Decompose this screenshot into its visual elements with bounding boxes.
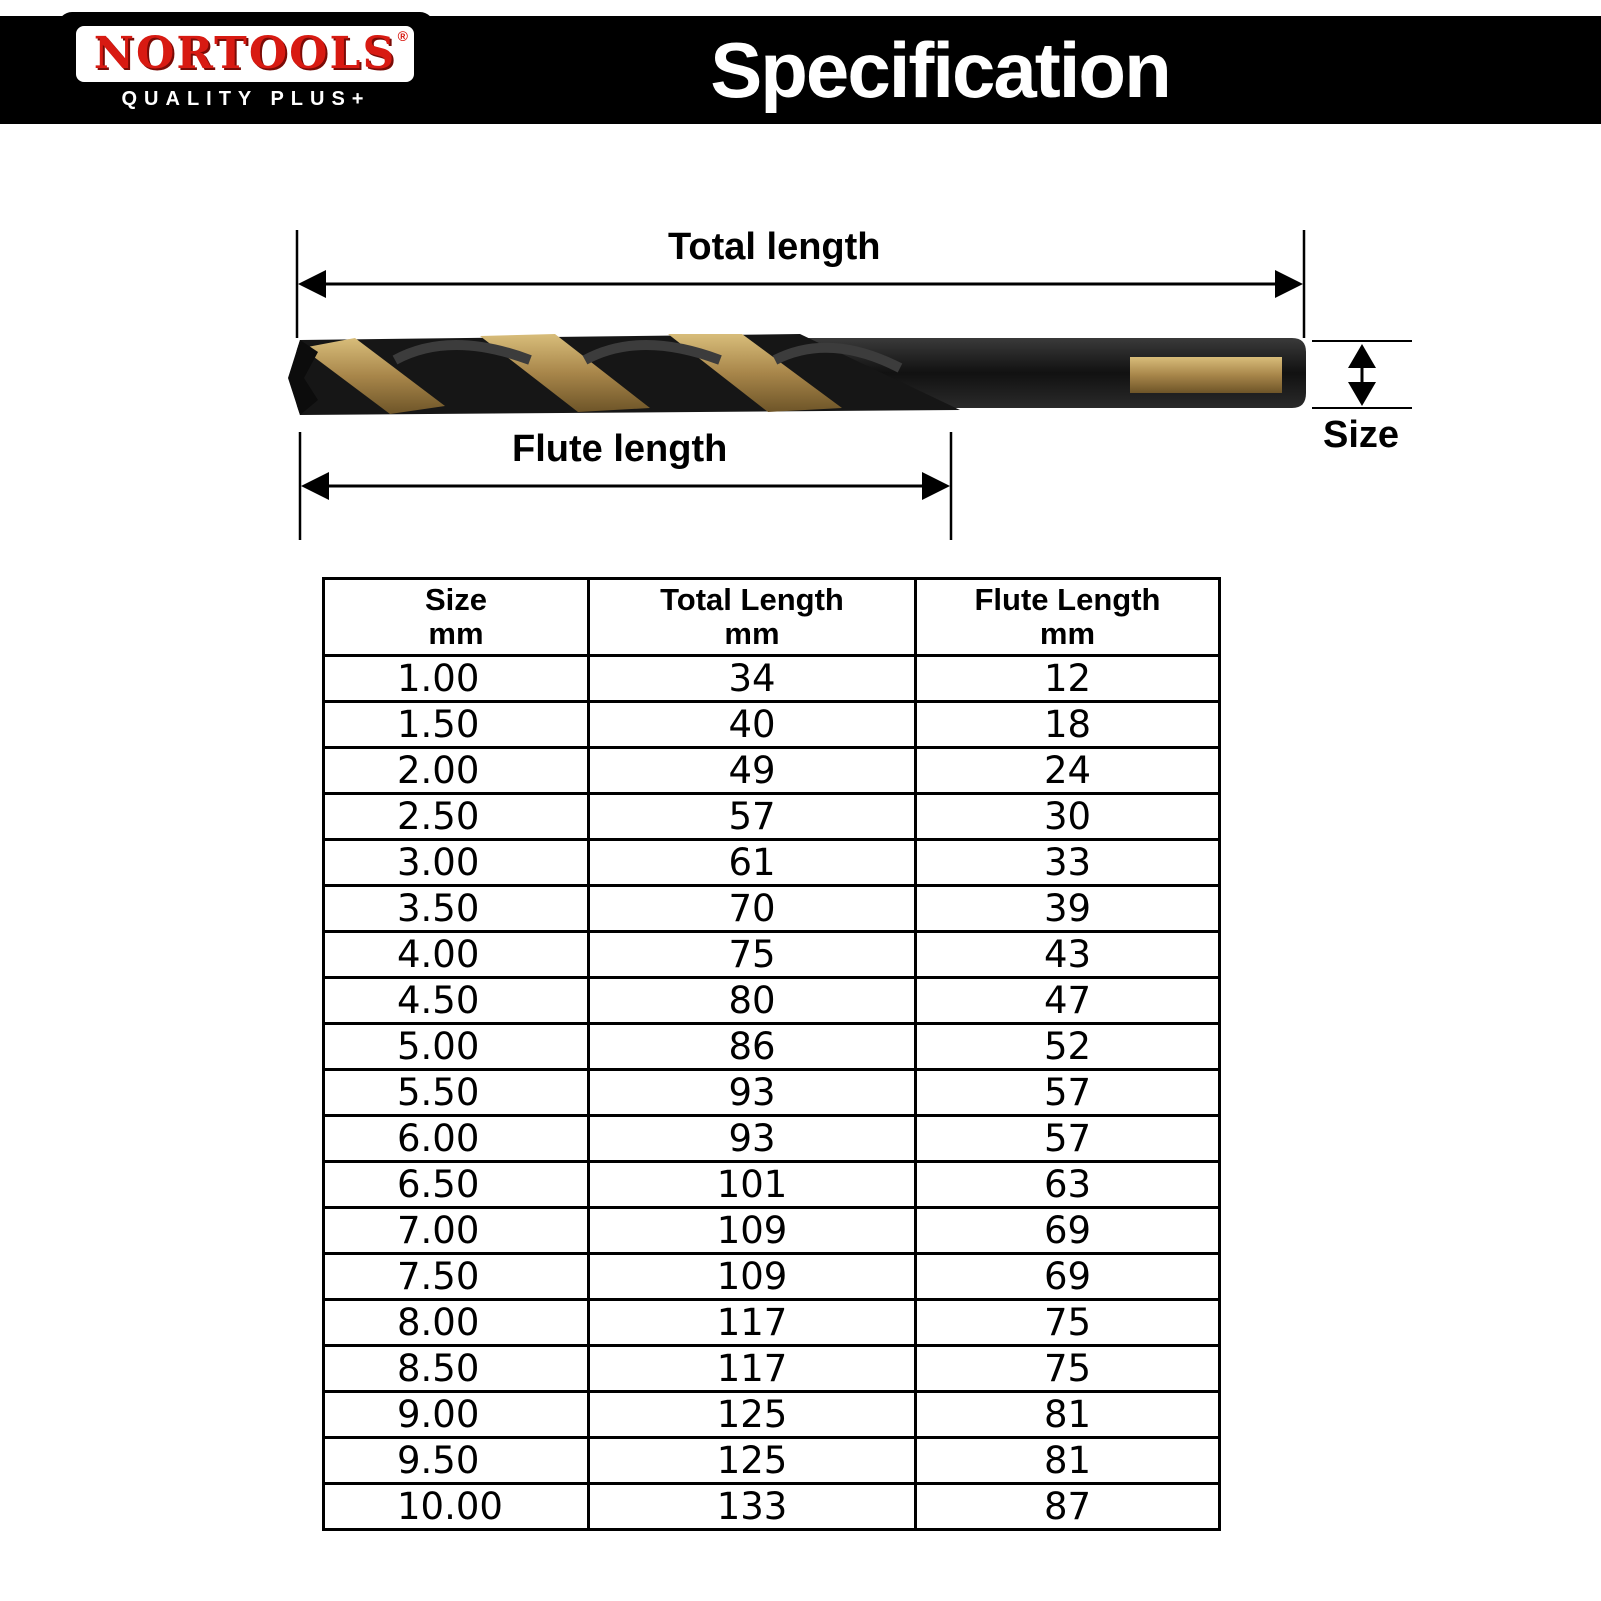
cell-total-length: 93 xyxy=(589,1116,916,1162)
table-header-row xyxy=(324,579,1220,656)
cell-size: 6.50 xyxy=(324,1162,589,1208)
cell-flute-length: 87 xyxy=(916,1484,1220,1530)
total-length-label: Total length xyxy=(668,226,881,268)
table-row xyxy=(324,1024,1220,1070)
cell-flute-length: 57 xyxy=(916,1116,1220,1162)
cell-size: 9.00 xyxy=(324,1392,589,1438)
cell-flute-length: 69 xyxy=(916,1208,1220,1254)
flute-length-label: Flute length xyxy=(512,428,728,470)
arrow-up-icon xyxy=(1348,344,1376,368)
cell-size: 5.00 xyxy=(324,1024,589,1070)
cell-total-length: 117 xyxy=(589,1300,916,1346)
cell-total-length: 57 xyxy=(589,794,916,840)
cell-size: 8.00 xyxy=(324,1300,589,1346)
cell-total-length: 75 xyxy=(589,932,916,978)
cell-total-length: 86 xyxy=(589,1024,916,1070)
column-header-unit: mm xyxy=(1039,616,1096,651)
cell-size: 5.50 xyxy=(324,1070,589,1116)
brand-name: NORTOOLS xyxy=(93,28,397,79)
cell-total-length: 80 xyxy=(589,978,916,1024)
table-row xyxy=(324,794,1220,840)
cell-flute-length: 30 xyxy=(916,794,1220,840)
column-header-name: Size xyxy=(424,582,488,617)
cell-total-length: 49 xyxy=(589,748,916,794)
arrow-right-icon xyxy=(922,472,950,500)
shank-flat xyxy=(1130,357,1282,393)
table-row xyxy=(324,1162,1220,1208)
cell-flute-length: 24 xyxy=(916,748,1220,794)
table-row xyxy=(324,886,1220,932)
cell-size: 10.00 xyxy=(324,1484,589,1530)
table-row xyxy=(324,1254,1220,1300)
cell-flute-length: 33 xyxy=(916,840,1220,886)
table-row xyxy=(324,1438,1220,1484)
drill-bit-body xyxy=(288,334,1306,415)
cell-total-length: 70 xyxy=(589,886,916,932)
page-title: Specification xyxy=(710,26,1170,114)
column-header-flute-length xyxy=(916,579,1220,656)
cell-flute-length: 75 xyxy=(916,1346,1220,1392)
cell-total-length: 34 xyxy=(589,656,916,702)
brand-logo xyxy=(58,12,434,124)
cell-size: 3.00 xyxy=(324,840,589,886)
cell-flute-length: 52 xyxy=(916,1024,1220,1070)
size-dimension xyxy=(1312,341,1412,408)
table-row xyxy=(324,1484,1220,1530)
table-row xyxy=(324,702,1220,748)
table-row xyxy=(324,1346,1220,1392)
arrow-left-icon xyxy=(298,270,326,298)
table-header xyxy=(324,579,1220,656)
cell-flute-length: 69 xyxy=(916,1254,1220,1300)
cell-flute-length: 18 xyxy=(916,702,1220,748)
cell-total-length: 61 xyxy=(589,840,916,886)
table-row xyxy=(324,978,1220,1024)
column-header-size xyxy=(324,579,589,656)
cell-size: 4.00 xyxy=(324,932,589,978)
table-row xyxy=(324,748,1220,794)
cell-total-length: 40 xyxy=(589,702,916,748)
table-row xyxy=(324,932,1220,978)
arrow-down-icon xyxy=(1348,382,1376,406)
cell-total-length: 93 xyxy=(589,1070,916,1116)
cell-total-length: 109 xyxy=(589,1208,916,1254)
cell-size: 1.00 xyxy=(324,656,589,702)
arrow-right-icon xyxy=(1275,270,1303,298)
cell-size: 4.50 xyxy=(324,978,589,1024)
size-label: Size xyxy=(1323,414,1400,456)
cell-size: 6.00 xyxy=(324,1116,589,1162)
column-header-unit: mm xyxy=(724,616,780,651)
table-row xyxy=(324,1208,1220,1254)
column-header-name: Total Length xyxy=(660,582,844,617)
table-body xyxy=(324,656,1220,1530)
cell-flute-length: 39 xyxy=(916,886,1220,932)
brand-tagline: QUALITY PLUS+ xyxy=(121,88,371,110)
cell-total-length: 133 xyxy=(589,1484,916,1530)
cell-flute-length: 81 xyxy=(916,1438,1220,1484)
cell-size: 8.50 xyxy=(324,1346,589,1392)
spec-table xyxy=(322,577,1221,1531)
table-row xyxy=(324,840,1220,886)
table-row xyxy=(324,1392,1220,1438)
column-header-name: Flute Length xyxy=(974,582,1161,617)
cell-size: 1.50 xyxy=(324,702,589,748)
cell-flute-length: 47 xyxy=(916,978,1220,1024)
cell-flute-length: 12 xyxy=(916,656,1220,702)
cell-size: 7.50 xyxy=(324,1254,589,1300)
cell-size: 7.00 xyxy=(324,1208,589,1254)
cell-flute-length: 43 xyxy=(916,932,1220,978)
cell-flute-length: 81 xyxy=(916,1392,1220,1438)
drill-bit-diagram xyxy=(0,210,1601,540)
column-header-total-length xyxy=(589,579,916,656)
cell-total-length: 125 xyxy=(589,1438,916,1484)
cell-total-length: 125 xyxy=(589,1392,916,1438)
table-row xyxy=(324,656,1220,702)
cell-size: 9.50 xyxy=(324,1438,589,1484)
table-row xyxy=(324,1116,1220,1162)
cell-size: 2.00 xyxy=(324,748,589,794)
cell-flute-length: 63 xyxy=(916,1162,1220,1208)
registered-mark: ® xyxy=(397,28,408,44)
cell-size: 3.50 xyxy=(324,886,589,932)
logo-plate xyxy=(76,26,414,82)
column-header-unit: mm xyxy=(428,616,484,651)
cell-size: 2.50 xyxy=(324,794,589,840)
arrow-left-icon xyxy=(301,472,329,500)
table-row xyxy=(324,1300,1220,1346)
cell-total-length: 109 xyxy=(589,1254,916,1300)
cell-total-length: 117 xyxy=(589,1346,916,1392)
table-row xyxy=(324,1070,1220,1116)
cell-total-length: 101 xyxy=(589,1162,916,1208)
cell-flute-length: 75 xyxy=(916,1300,1220,1346)
cell-flute-length: 57 xyxy=(916,1070,1220,1116)
